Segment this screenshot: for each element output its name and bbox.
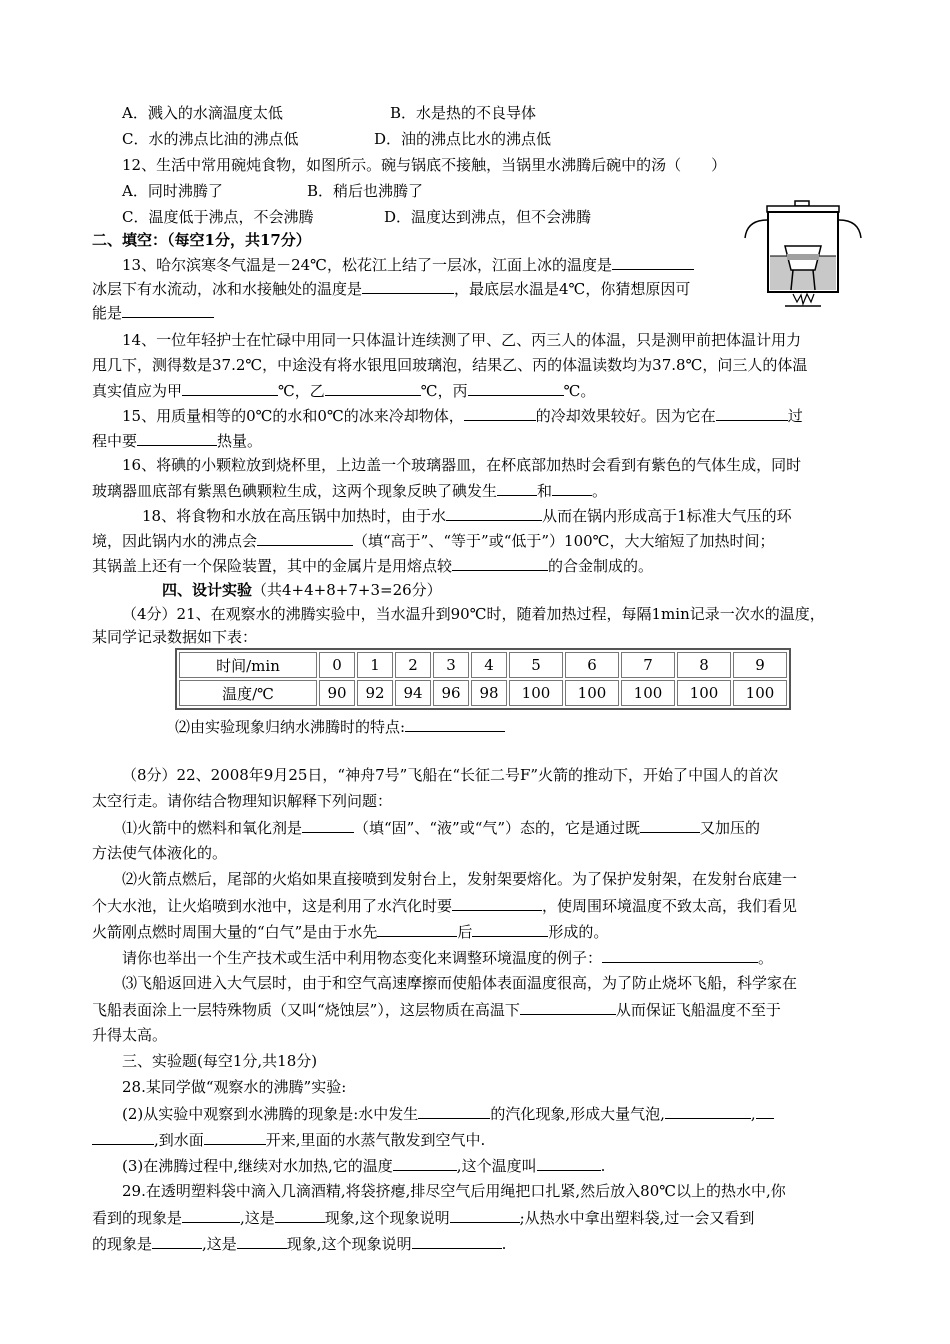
q29-line3 — [92, 1233, 862, 1254]
q22-text: 又加压的 — [700, 819, 761, 837]
answer-blank[interactable] — [152, 1233, 202, 1249]
q28-line1: 28.某同学做“观察水的沸腾”实验: — [122, 1078, 347, 1096]
table-cell: 100 — [677, 680, 731, 706]
q28-text: ,这个温度叫 — [456, 1157, 537, 1175]
answer-blank[interactable] — [472, 921, 548, 937]
answer-blank[interactable] — [393, 1155, 457, 1171]
q29-text: . — [501, 1235, 507, 1253]
table-cell: 8 — [677, 652, 731, 678]
q16-line1: 16、将碘的小颗粒放到烧杯里，上边盖一个玻璃器皿，在杯底部加热时会看到有紫色的气体生成，同时 — [122, 456, 802, 474]
answer-blank[interactable] — [405, 716, 505, 732]
q21-line1: （4分）21、在观察水的沸腾实验中，当水温升到90℃时，随着加热过程，每隔1min记录一次水的温度， — [122, 605, 825, 623]
q22-text: ，使周围环境温度不致太高，我们看见 — [542, 897, 798, 915]
q16-line2 — [92, 480, 862, 501]
table-row-label: 温度/℃ — [179, 680, 317, 706]
q28-text: 的汽化现象,形成大量气泡, — [490, 1105, 665, 1123]
boiling-data-table — [175, 648, 791, 710]
answer-blank[interactable] — [497, 480, 537, 496]
table-row-label: 时间/min — [179, 652, 317, 678]
q21-sub2 — [175, 716, 862, 737]
q15-text: 15、用质量相等的0℃的水和0℃的冰来冷却物体， — [122, 407, 464, 425]
q14-text: 真实值应为甲 — [92, 382, 183, 400]
q22-text: （填“固”、“液”或“气”）态的，它是通过既 — [354, 819, 641, 837]
answer-blank[interactable] — [182, 1207, 240, 1223]
q22-sub2-line2 — [92, 895, 862, 916]
table-cell: 98 — [471, 680, 507, 706]
q14-line1: 14、一位年轻护士在忙碌中用同一只体温计连续测了甲、乙、丙三人的体温，只是测甲前把体温计用力 — [122, 331, 802, 349]
answer-blank[interactable] — [122, 302, 214, 318]
q29-text: ,这是 — [240, 1209, 275, 1227]
option-b: B．稍后也沸腾了 — [307, 182, 424, 200]
answer-blank[interactable] — [446, 505, 542, 521]
q22-sub2-line3 — [92, 921, 862, 942]
answer-blank[interactable] — [302, 817, 354, 833]
section-4-score: （共4+4+8+7+3=26分） — [252, 581, 442, 599]
q22-line2: 太空行走。请你结合物理知识解释下列问题： — [92, 792, 393, 810]
q22-text: 。 — [758, 949, 774, 967]
answer-blank[interactable] — [452, 555, 548, 571]
q18-text: 18、将食物和水放在高压锅中加热时，由于水 — [142, 507, 447, 525]
option-d: D．油的沸点比水的沸点低 — [374, 130, 552, 148]
table-cell: 100 — [621, 680, 675, 706]
section-2-title: 二、填空：（每空1分，共17分） — [92, 231, 311, 249]
q29-line2 — [92, 1207, 862, 1228]
q22-line1: （8分）22、2008年9月25日，“神舟7号”飞船在“长征二号F”火箭的推动下，开始了中国人的首次 — [122, 766, 779, 784]
q22-sub2-line1: ⑵火箭点燃后，尾部的火焰如果直接喷到发射台上，发射架要熔化。为了保护发射架，在发射台底建一 — [122, 870, 798, 888]
q15-text: 程中要 — [92, 432, 138, 450]
table-cell: 6 — [565, 652, 619, 678]
answer-blank[interactable] — [412, 1233, 502, 1249]
answer-blank[interactable] — [468, 380, 564, 396]
answer-blank[interactable] — [537, 1155, 601, 1171]
q18-text: 从而在锅内形成高于1标准大气压的环 — [542, 507, 792, 525]
q28-text: 开来,里面的水蒸气散发到空气中. — [265, 1131, 486, 1149]
option-b: B．水是热的不良导体 — [390, 104, 537, 122]
q13-text: 能是 — [92, 304, 123, 322]
answer-blank[interactable] — [640, 817, 700, 833]
q13-line2 — [92, 278, 862, 299]
q18-line2 — [92, 530, 862, 551]
q18-text: 境，因此锅内水的沸点会 — [92, 532, 258, 550]
q28-line4 — [122, 1155, 862, 1176]
q21-line2: 某同学记录数据如下表： — [92, 628, 258, 646]
q16-text: 和 — [537, 482, 553, 500]
table-row — [179, 680, 787, 706]
table-cell: 7 — [621, 652, 675, 678]
q13-text: 冰层下有水流动，冰和水接触处的温度是 — [92, 280, 363, 298]
answer-blank[interactable] — [464, 405, 536, 421]
q11-options-row1 — [122, 103, 862, 123]
answer-blank[interactable] — [275, 1207, 325, 1223]
section-4-label: 四、设计实验 — [162, 581, 253, 599]
q22-text: 形成的。 — [548, 923, 609, 941]
q15-text: 过 — [787, 407, 803, 425]
q22-sub1-line1 — [122, 817, 862, 838]
q22-sub3-line1: ⑶飞船返回进入大气层时，由于和空气高速摩擦而使船体表面温度很高，为了防止烧坏飞船，科学家在 — [122, 974, 798, 992]
q28-text: (2)从实验中观察到水沸腾的现象是:水中发生 — [122, 1105, 419, 1123]
answer-blank[interactable] — [137, 430, 217, 446]
answer-blank[interactable] — [362, 278, 454, 294]
q29-text: 的现象是 — [92, 1235, 153, 1253]
q22-text: ⑴火箭中的燃料和氧化剂是 — [122, 819, 303, 837]
answer-blank[interactable] — [612, 254, 694, 270]
table-cell: 94 — [395, 680, 431, 706]
q29-text: 现象,这个现象说明 — [286, 1235, 412, 1253]
section-3-title: 三、实验题(每空1分,共18分) — [122, 1052, 318, 1070]
q28-text: (3)在沸腾过程中,继续对水加热,它的温度 — [122, 1157, 393, 1175]
q28-line3 — [92, 1129, 862, 1150]
q14-text: ℃，乙 — [278, 382, 325, 400]
q18-text: 其锅盖上还有一个保险装置，其中的金属片是用熔点较 — [92, 557, 453, 575]
q29-text: ,这是 — [202, 1235, 237, 1253]
table-cell: 4 — [471, 652, 507, 678]
q18-text: 的合金制成的。 — [548, 557, 654, 575]
answer-blank[interactable] — [665, 1103, 751, 1119]
answer-blank[interactable] — [520, 999, 616, 1015]
q16-text: 玻璃器皿底部有紫黑色碘颗粒生成，这两个现象反映了碘发生 — [92, 482, 498, 500]
q22-example-line — [122, 947, 862, 968]
answer-blank[interactable] — [92, 1129, 154, 1145]
option-c: C．水的沸点比油的沸点低 — [122, 130, 299, 148]
answer-blank[interactable] — [257, 530, 353, 546]
q29-line1: 29.在透明塑料袋中滴入几滴酒精,将袋挤瘪,排尽空气后用绳把口扎紧,然后放入80℃以上的热水中,你 — [122, 1182, 786, 1200]
answer-blank[interactable] — [377, 921, 457, 937]
q14-text: ℃。 — [563, 382, 596, 400]
table-cell: 3 — [433, 652, 469, 678]
q28-text: , — [750, 1105, 756, 1123]
answer-blank[interactable] — [237, 1233, 287, 1249]
table-cell: 9 — [733, 652, 787, 678]
q16-text: 。 — [592, 482, 608, 500]
table-cell: 1 — [357, 652, 393, 678]
table-cell: 100 — [565, 680, 619, 706]
q21-text: ⑵由实验现象归纳水沸腾时的特点: — [175, 718, 406, 736]
q14-line2: 甩几下，测得数是37.2℃，中途没有将水银甩回玻璃泡，结果乙、丙的体温读数均为37.8℃，问三人的体温 — [92, 356, 808, 374]
q22-sub1-line2: 方法使气体液化的。 — [92, 844, 228, 862]
table-cell: 100 — [733, 680, 787, 706]
q29-text: 现象,这个现象说明 — [324, 1209, 450, 1227]
q14-text: ℃，丙 — [420, 382, 468, 400]
q11-options-row2 — [122, 129, 862, 149]
q22-text: 火箭刚点燃时周围大量的“白气”是由于水先 — [92, 923, 378, 941]
q15-text: 的冷却效果较好。因为它在 — [535, 407, 716, 425]
q22-text: 飞船表面涂上一层特殊物质（又叫“烧蚀层”），这层物质在高温下 — [92, 1001, 520, 1019]
q14-line3 — [92, 380, 862, 401]
q29-text: ;从热水中拿出塑料袋,过一会又看到 — [519, 1209, 755, 1227]
q18-line1 — [142, 505, 862, 526]
answer-blank[interactable] — [325, 380, 421, 396]
q15-line1 — [122, 405, 862, 426]
q28-line2 — [122, 1103, 862, 1124]
q13-text: ，最底层水温是4℃，你猜想原因可 — [454, 280, 691, 298]
table-cell: 0 — [319, 652, 355, 678]
q13-line1 — [122, 254, 862, 275]
q22-text: 个大水池，让火焰喷到水池中，这是利用了水汽化时要 — [92, 897, 453, 915]
option-c: C．温度低于沸点，不会沸腾 — [122, 208, 314, 226]
q22-text: 请你也举出一个生产技术或生活中利用物态变化来调整环境温度的例子： — [122, 949, 603, 967]
answer-blank[interactable] — [204, 1129, 266, 1145]
answer-blank[interactable] — [756, 1103, 774, 1119]
q12-stem: 12、生活中常用碗炖食物，如图所示。碗与锅底不接触，当锅里水沸腾后碗中的汤（ ） — [122, 156, 727, 174]
q22-text: 从而保证飞船温度不至于 — [615, 1001, 781, 1019]
q18-line3 — [92, 555, 862, 576]
answer-blank[interactable] — [602, 947, 758, 963]
q15-text: 热量。 — [217, 432, 263, 450]
answer-blank[interactable] — [452, 895, 542, 911]
table-cell: 100 — [509, 680, 563, 706]
q22-sub3-line2 — [92, 999, 862, 1020]
option-a: A．同时沸腾了 — [122, 182, 223, 200]
q13-text: 13、哈尔滨寒冬气温是－24℃，松花江上结了一层冰，江面上冰的温度是 — [122, 256, 612, 274]
section-4-title — [162, 580, 862, 600]
table-cell: 90 — [319, 680, 355, 706]
answer-blank[interactable] — [418, 1103, 490, 1119]
q15-line2 — [92, 430, 862, 451]
q22-text: 后 — [457, 923, 473, 941]
answer-blank[interactable] — [552, 480, 592, 496]
q29-text: 看到的现象是 — [92, 1209, 183, 1227]
q28-text: . — [600, 1157, 606, 1175]
q22-sub3-line3: 升得太高。 — [92, 1026, 168, 1044]
answer-blank[interactable] — [716, 405, 788, 421]
table-cell: 2 — [395, 652, 431, 678]
q28-text: ,到水面 — [154, 1131, 204, 1149]
q13-line3 — [92, 302, 862, 323]
option-d: D．温度达到沸点，但不会沸腾 — [384, 208, 592, 226]
answer-blank[interactable] — [182, 380, 278, 396]
q18-text: （填“高于”、“等于”或“低于”）100℃，大大缩短了加热时间； — [353, 532, 775, 550]
table-cell: 92 — [357, 680, 393, 706]
answer-blank[interactable] — [450, 1207, 520, 1223]
table-cell: 5 — [509, 652, 563, 678]
table-row — [179, 652, 787, 678]
table-cell: 96 — [433, 680, 469, 706]
option-a: A．溅入的水滴温度太低 — [122, 104, 283, 122]
